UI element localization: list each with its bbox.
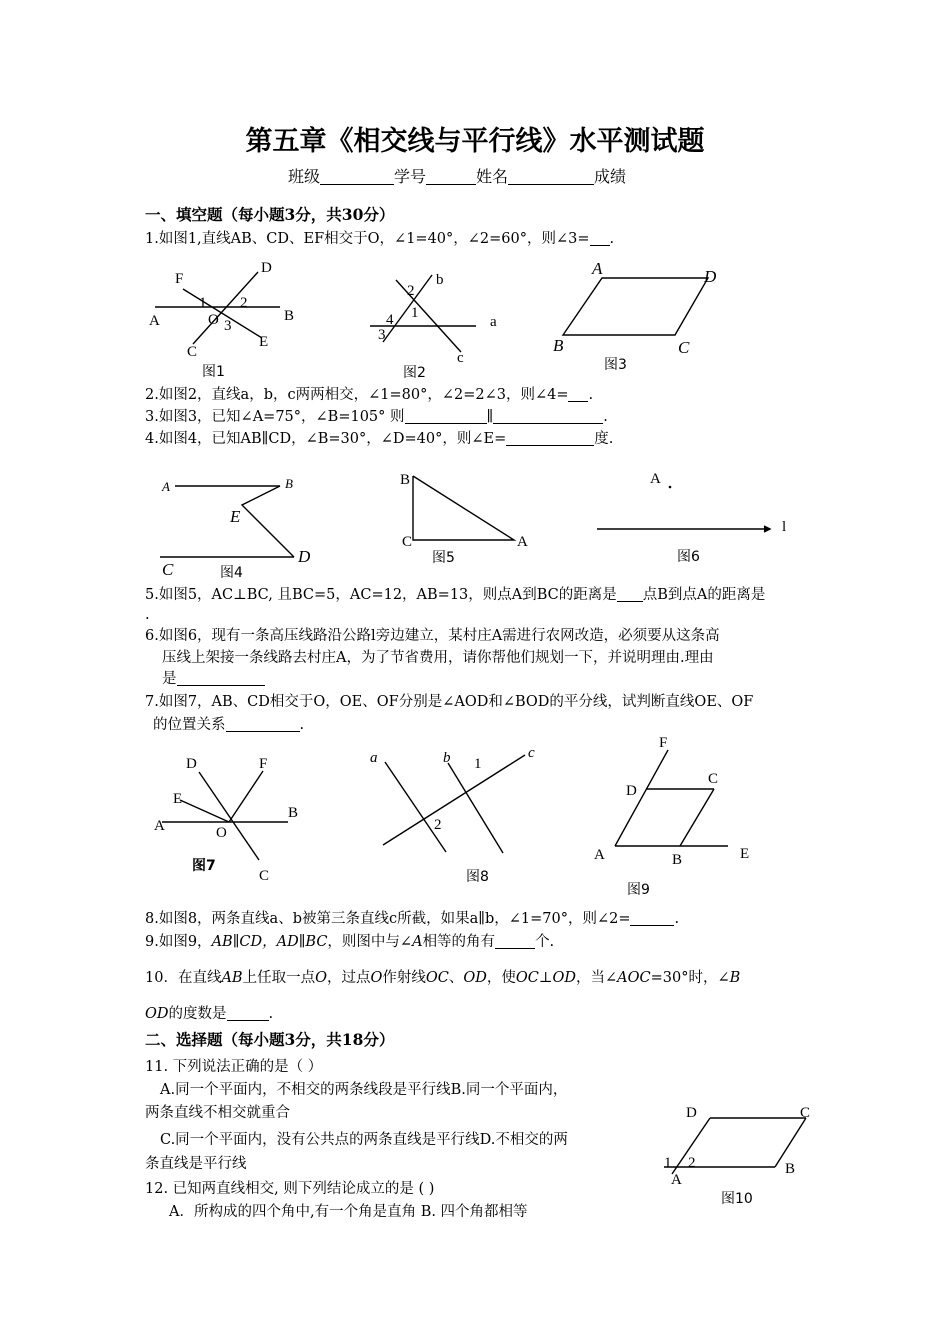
fig8-caption: 图8 [466,869,489,885]
fig1-label-e: E [259,334,269,350]
fig3-label-a: A [592,259,603,278]
fig6-label-a: A [650,471,661,487]
question-3: 3.如图3，已知∠A=75°，∠B=105° 则 ∥ . [145,409,608,425]
id-label: 学号 [394,167,427,186]
question-12: 12. 已知两直线相交, 则下列结论成立的是 ( ) [145,1181,435,1197]
fig10-label-2: 2 [688,1155,696,1171]
option-11-c: C.同一个平面内，没有公共点的两条直线是平行线D.不相交的两 [160,1132,568,1148]
fig4-label-b: B [285,476,293,491]
fig6-label-l: l [782,519,787,535]
fig7-label-d: D [186,756,197,772]
fig9-label-d: D [626,783,637,799]
fig1-label-a: A [149,313,160,329]
fig10-label-1: 1 [664,1155,672,1171]
fig5-label-a: A [517,534,528,550]
fig7-label-a: A [154,818,165,834]
fig10-caption: 图10 [721,1191,753,1207]
fig10-label-c: C [800,1105,811,1121]
fig9-label-c: C [708,771,719,787]
option-11-a-cont: 两条直线不相交就重合 [145,1105,290,1121]
fig4-caption: 图4 [220,565,243,581]
fig7-caption: 图7 [192,858,216,874]
question-5: 5.如图5，AC⊥BC, 且BC=5，AC=12，AB=13，则点A到BC的距离是 点B到点A的距离是 [145,587,766,603]
fig2-label-a: a [490,314,497,330]
fig3-label-d: D [704,267,717,286]
option-12-ab: A．所构成的四个角中,有一个角是直角 B. 四个角都相等 [169,1204,528,1220]
fig7-label-f: F [259,756,268,772]
question-7: 7.如图7，AB、CD相交于O，OE、OF分别是∠AOD和∠BOD的平分线，试判断直线OE、OF [145,694,754,710]
fig1-label-b: B [284,308,295,324]
fig2-label-3: 3 [378,327,386,343]
fig4-label-e: E [230,507,241,526]
question-10-cont: OD的度数是 . [145,1006,274,1022]
fig9-label-b: B [672,852,683,868]
fig7-label-o: O [216,825,227,841]
fig7-label-c: C [259,868,270,884]
fig1-label-o: O [208,312,219,328]
fig2-caption: 图2 [403,365,426,381]
fig5-caption: 图5 [432,550,455,566]
class-label: 班级 [288,167,321,186]
question-11: 11. 下列说法正确的是（ ） [145,1059,323,1075]
option-11-a: A.同一个平面内，不相交的两条线段是平行线B.同一个平面内， [160,1082,568,1098]
question-6-cont: 压线上架接一条线路去村庄A，为了节省费用，请你帮他们规划一下，并说明理由.理由 [162,650,714,666]
question-5-tail: . [145,607,150,623]
fig9-label-a: A [594,847,605,863]
fig9-label-f: F [659,735,668,751]
fig1-caption: 图1 [202,364,225,380]
question-8: 8.如图8，两条直线a、b被第三条直线c所截，如果a∥b，∠1=70°，则∠2= . [145,911,680,927]
fig10-label-d: D [686,1105,697,1121]
fig1-label-1: 1 [199,295,207,311]
fig7-label-e: E [173,791,183,807]
fig2-label-b: b [436,272,444,288]
fig8-label-1: 1 [474,756,482,772]
fig1-label-f: F [175,271,184,287]
fig8-label-b: b [443,750,451,766]
fig6-caption: 图6 [677,549,700,565]
question-4: 4.如图4，已知AB∥CD，∠B=30°，∠D=40°，则∠E= 度. [145,431,614,447]
question-6-reason: 是 [162,670,265,688]
fig3-label-b: B [553,336,564,355]
question-7-cont: 的位置关系 . [153,717,305,733]
fig2-label-1: 1 [411,305,419,321]
fig8-label-2: 2 [434,817,442,833]
fig2-label-c: c [457,350,464,366]
fig10-line-bc [775,1118,806,1167]
fig8-label-c: c [528,745,535,761]
fig2-label-4: 4 [386,312,394,328]
question-10: 10．在直线AB上任取一点O，过点O作射线OC、OD，使OC⊥OD，当∠AOC=30°时，∠B [145,970,741,986]
fig3-label-c: C [678,338,690,357]
section-heading: 二、选择题（每小题3分，共18分） [145,1030,395,1049]
fig1-label-3: 3 [224,318,232,334]
question-6: 6.如图6，现有一条高压线路沿公路l旁边建立，某村庄A需进行农网改造，必须要从这条高 [145,628,720,644]
fig2-label-2: 2 [407,283,415,299]
fig3-caption: 图3 [604,357,627,373]
fig9-label-e: E [740,846,750,862]
fig10-label-b: B [785,1161,796,1177]
fig7-label-b: B [288,805,299,821]
fig4-label-c: C [162,560,174,579]
fig5-label-c: C [402,534,413,550]
score-label: 成绩 [594,167,627,186]
question-9: 9.如图9，AB∥CD，AD∥BC，则图中与∠A相等的角有 个. [145,934,555,950]
option-11-c-cont: 条直线是平行线 [145,1156,247,1172]
fig10-label-a: A [671,1172,682,1188]
fig1-label-d: D [261,260,272,276]
fig1-label-2: 2 [240,295,248,311]
fig5-label-b: B [400,472,411,488]
fig4-label-a: A [162,479,170,494]
question-2: 2.如图2，直线a，b，c两两相交，∠1=80°，∠2=2∠3，则∠4= . [145,387,594,403]
fig4-label-d: D [298,547,311,566]
section-heading: 一、填空题（每小题3分，共30分） [145,205,395,224]
fig1-label-c: C [187,344,198,360]
question-1: 1.如图1,直线AB、CD、EF相交于O，∠1=40°，∠2=60°，则∠3= . [145,231,615,247]
fig8-label-a: a [370,750,378,766]
fig9-caption: 图9 [627,882,650,898]
name-label: 姓名 [476,167,509,186]
page-title: 第五章《相交线与平行线》水平测试题 [245,126,705,157]
